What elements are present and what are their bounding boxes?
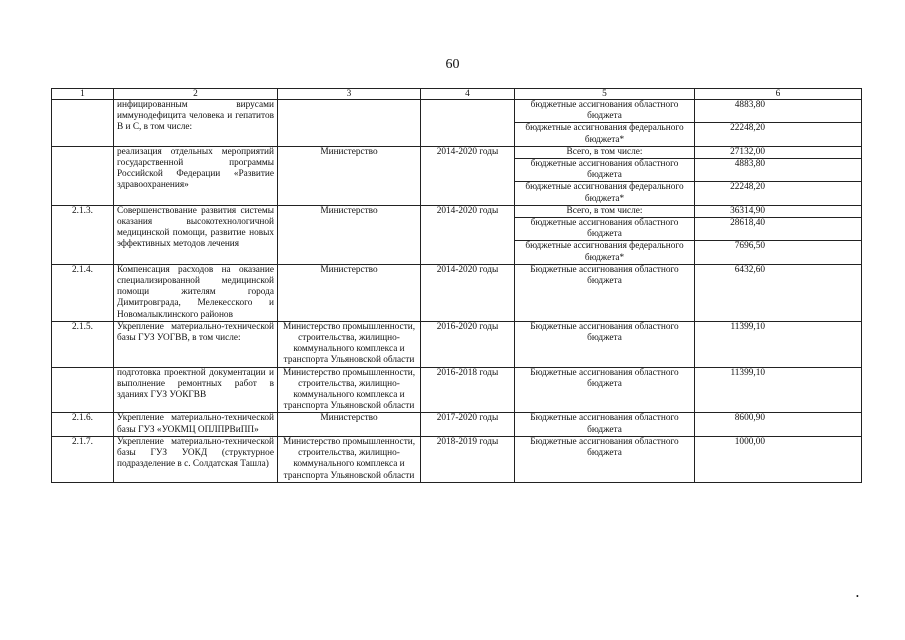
activity-name-cell: Компенсация расходов на оказание специализированной медицинской помощи жителям города Димитровграда, Мелекесского и Новомалыклинского районов: [114, 264, 278, 321]
period-cell: [421, 100, 515, 147]
funding-amount-cell: 22248,20: [695, 123, 862, 146]
column-number-6: 6: [695, 89, 862, 100]
period-cell: 2016-2018 годы: [421, 367, 515, 413]
funding-amount-cell: 28618,40: [695, 218, 862, 241]
funding-source-cell: Бюджетные ассигнования областного бюджета: [515, 321, 695, 367]
funding-source-cell: бюджетные ассигнования областного бюджета: [515, 159, 695, 182]
period-cell: 2018-2019 годы: [421, 436, 515, 482]
item-number-cell: 2.1.6.: [52, 413, 114, 436]
funding-amount-cell: 11399,10: [695, 321, 862, 367]
executor-cell: Министерство: [278, 146, 421, 205]
funding-source-cell: бюджетные ассигнования областного бюджета: [515, 100, 695, 123]
funding-source-cell: Бюджетные ассигнования областного бюджета: [515, 367, 695, 413]
column-number-1: 1: [52, 89, 114, 100]
funding-amount-cell: 4883,80: [695, 100, 862, 123]
funding-source-cell: Всего, в том числе:: [515, 146, 695, 158]
funding-amount-cell: 36314,90: [695, 205, 862, 217]
period-cell: 2014-2020 годы: [421, 205, 515, 264]
funding-amount-cell: 1000,00: [695, 436, 862, 482]
funding-source-cell: бюджетные ассигнования федерального бюджета*: [515, 182, 695, 205]
period-cell: 2017-2020 годы: [421, 413, 515, 436]
executor-cell: Министерство промышленности, строительства, жилищно-коммунального комплекса и транспорта Ульяновской области: [278, 436, 421, 482]
executor-cell: Министерство: [278, 205, 421, 264]
activity-name-cell: Укрепление материально-технической базы ГУЗ УОГВВ, в том числе:: [114, 321, 278, 367]
funding-source-cell: Бюджетные ассигнования областного бюджета: [515, 436, 695, 482]
page-continuation-mark: •: [856, 592, 859, 601]
item-number-cell: 2.1.7.: [52, 436, 114, 482]
table-row: [52, 100, 862, 123]
table-row: [52, 321, 862, 367]
table-row: [52, 436, 862, 482]
item-number-cell: 2.1.5.: [52, 321, 114, 367]
column-number-5: 5: [515, 89, 695, 100]
item-number-cell: [52, 146, 114, 205]
column-number-4: 4: [421, 89, 515, 100]
funding-amount-cell: 8600,90: [695, 413, 862, 436]
period-cell: 2014-2020 годы: [421, 146, 515, 205]
funding-amount-cell: 11399,10: [695, 367, 862, 413]
funding-source-cell: Бюджетные ассигнования областного бюджета: [515, 413, 695, 436]
activity-name-cell: подготовка проектной документации и выполнение ремонтных работ в зданиях ГУЗ УОКГВВ: [114, 367, 278, 413]
funding-source-cell: бюджетные ассигнования федерального бюджета*: [515, 241, 695, 264]
table-row: [52, 413, 862, 436]
page-number: 60: [445, 57, 460, 72]
item-number-cell: 2.1.3.: [52, 205, 114, 264]
activity-name-cell: Укрепление материально-технической базы ГУЗ «УОКМЦ ОПЛПРВиПП»: [114, 413, 278, 436]
funding-amount-cell: 7696,50: [695, 241, 862, 264]
column-number-3: 3: [278, 89, 421, 100]
funding-source-cell: бюджетные ассигнования федерального бюджета*: [515, 123, 695, 146]
item-number-cell: [52, 367, 114, 413]
funding-source-cell: Всего, в том числе:: [515, 205, 695, 217]
executor-cell: Министерство промышленности, строительства, жилищно-коммунального комплекса и транспорта Ульяновской области: [278, 321, 421, 367]
period-cell: 2014-2020 годы: [421, 264, 515, 321]
table-row: [52, 367, 862, 413]
executor-cell: Министерство: [278, 413, 421, 436]
activity-name-cell: реализация отдельных мероприятий государственной программы Российской Федерации «Развитие здравоохранения»: [114, 146, 278, 205]
executor-cell: [278, 100, 421, 147]
period-cell: 2016-2020 годы: [421, 321, 515, 367]
executor-cell: Министерство промышленности, строительства, жилищно-коммунального комплекса и транспорта Ульяновской области: [278, 367, 421, 413]
table-row: [52, 146, 862, 158]
column-number-2: 2: [114, 89, 278, 100]
funding-amount-cell: 4883,80: [695, 159, 862, 182]
funding-amount-cell: 6432,60: [695, 264, 862, 321]
activity-name-cell: Совершенствование развития системы оказания высокотехнологичной медицинской помощи, развитие новых эффективных методов лечения: [114, 205, 278, 264]
funding-source-cell: бюджетные ассигнования областного бюджета: [515, 218, 695, 241]
column-number-row: [52, 89, 862, 100]
item-number-cell: [52, 100, 114, 147]
activity-name-cell: Укрепление материально-технической базы ГУЗ УОКД (структурное подразделение в с. Солдатская Ташла): [114, 436, 278, 482]
table-row: [52, 205, 862, 217]
funding-source-cell: Бюджетные ассигнования областного бюджета: [515, 264, 695, 321]
program-table: [51, 88, 862, 483]
executor-cell: Министерство: [278, 264, 421, 321]
funding-amount-cell: 27132,00: [695, 146, 862, 158]
item-number-cell: 2.1.4.: [52, 264, 114, 321]
funding-amount-cell: 22248,20: [695, 182, 862, 205]
table-row: [52, 264, 862, 321]
activity-name-cell: инфицированным вирусами иммунодефицита человека и гепатитов В и С, в том числе:: [114, 100, 278, 147]
